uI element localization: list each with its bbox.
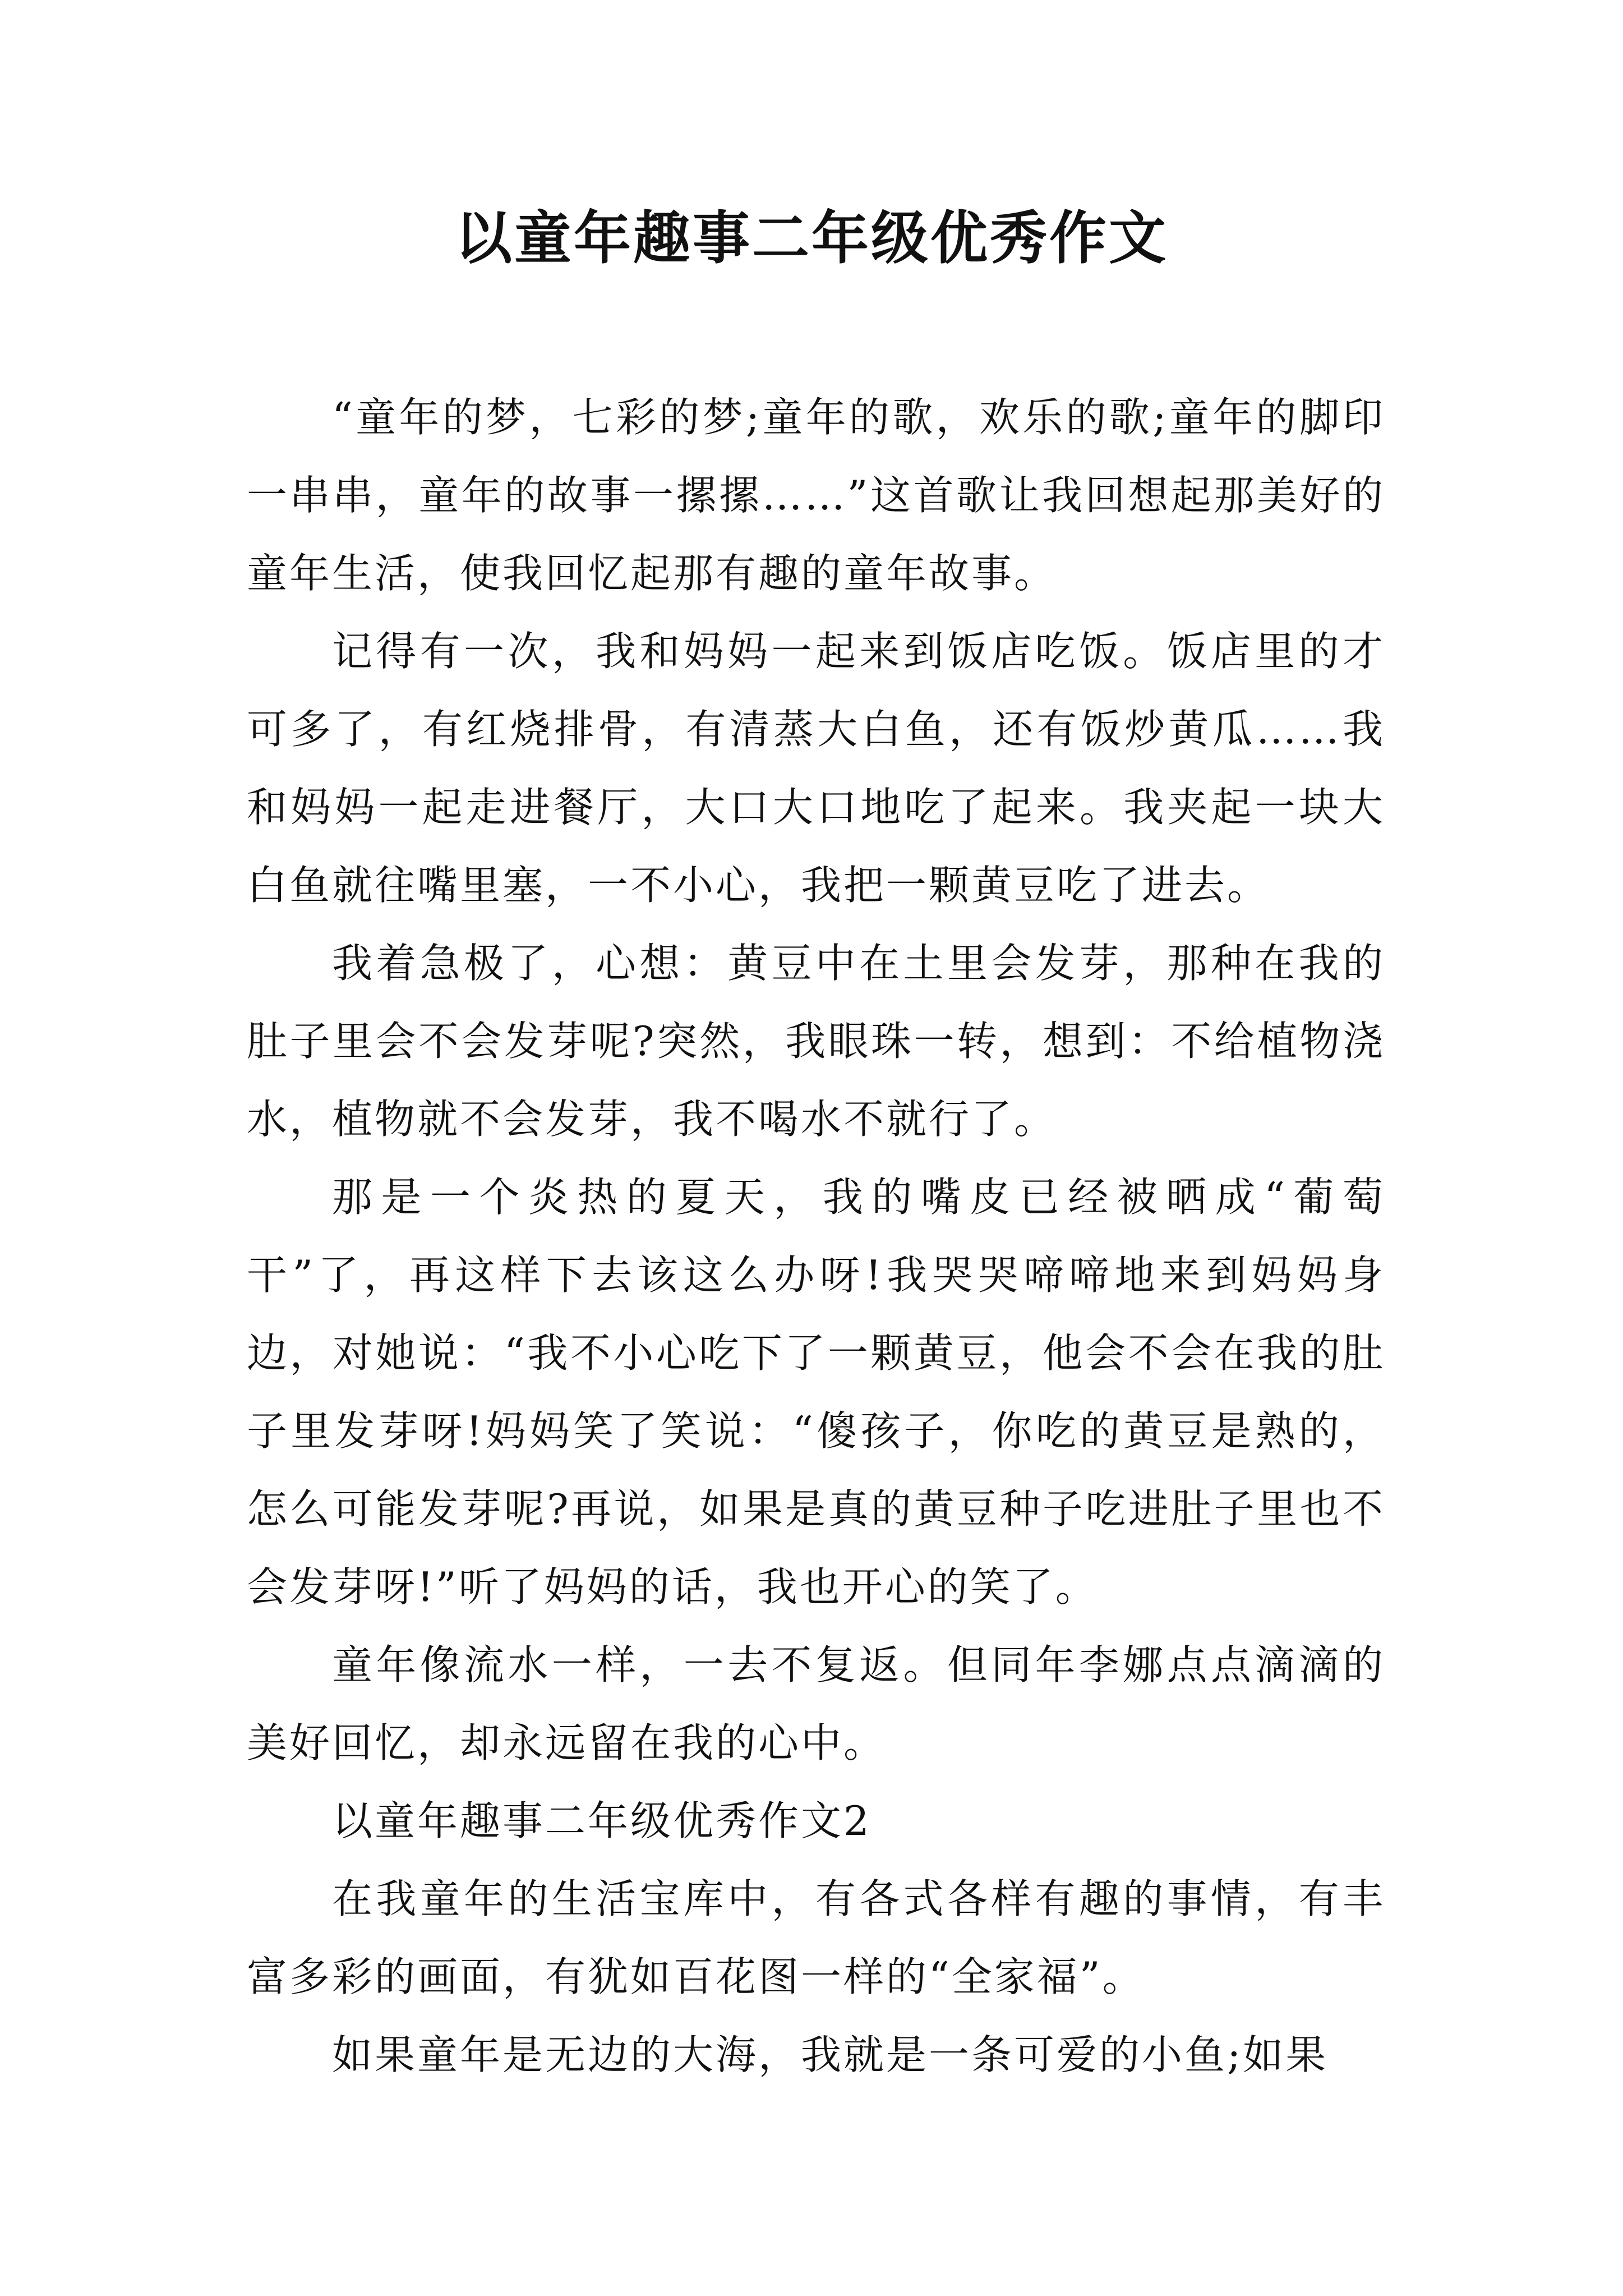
- paragraph-4: 那是一个炎热的夏天，我的嘴皮已经被晒成“葡萄干”了，再这样下去该这么办呀!我哭哭啼啼地来到妈妈身边，对她说：“我不小心吃下了一颗黄豆，他会不会在我的肚子里发芽呀!妈妈笑了笑说：“傻孩子，你吃的黄豆是熟的，怎么可能发芽呢?再说，如果是真的黄豆种子吃进肚子里也不会发芽呀!”听了妈妈的话，我也开心的笑了。: [247, 1174, 1385, 1611]
- paragraph-6: 在我童年的生活宝库中，有各式各样有趣的事情，有丰富多彩的画面，有犹如百花图一样的“全家福”。: [247, 1875, 1385, 2000]
- paragraph-5: 童年像流水一样，一去不复返。但同年李娜点点滴滴的美好回忆，却永远留在我的心中。: [247, 1641, 1385, 1766]
- paragraph-1: “童年的梦，七彩的梦;童年的歌，欢乐的歌;童年的脚印一串串，童年的故事一摞摞……”这首歌让我回想起那美好的童年生活，使我回忆起那有趣的童年故事。: [247, 394, 1385, 597]
- document-title: 以童年趣事二年级优秀作文: [455, 205, 1168, 272]
- document-body: [247, 379, 1385, 2094]
- paragraph-3: 我着急极了，心想：黄豆中在土里会发芽，那种在我的肚子里会不会发芽呢?突然，我眼珠一转，想到：不给植物浇水，植物就不会发芽，我不喝水不就行了。: [247, 940, 1385, 1143]
- paragraph-2: 记得有一次，我和妈妈一起来到饭店吃饭。饭店里的才可多了，有红烧排骨，有清蒸大白鱼，还有饭炒黄瓜……我和妈妈一起走进餐厅，大口大口地吃了起来。我夹起一块大白鱼就往嘴里塞，一不小心，我把一颗黄豆吃了进去。: [247, 628, 1385, 909]
- paragraph-7: 如果童年是无边的大海，我就是一条可爱的小鱼;如果: [332, 2031, 1329, 2078]
- section-heading-2: 以童年趣事二年级优秀作文2: [332, 1797, 872, 1844]
